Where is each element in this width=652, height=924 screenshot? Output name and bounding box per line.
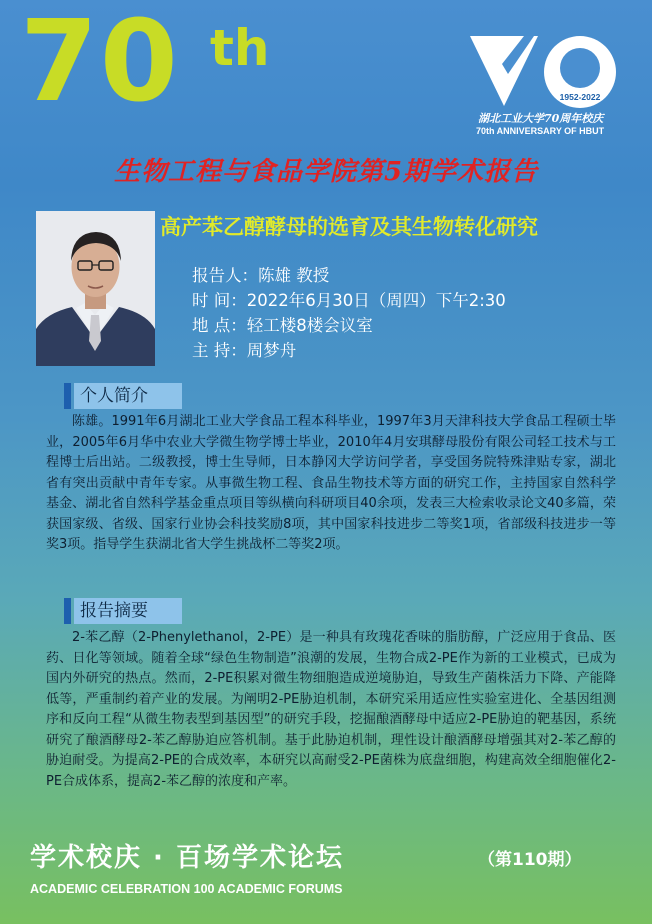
speaker-line: 报告人：陈雄 教授: [192, 266, 330, 285]
talk-title: 高产苯乙醇酵母的选育及其生物转化研究: [160, 214, 538, 239]
footer-issue: （第110期）: [478, 850, 582, 870]
logo-caption-cn: 湖北工业大学70周年校庆: [478, 112, 604, 125]
bio-heading: [64, 383, 182, 409]
time-line: 时 间：2022年6月30日（周四）下午2:30: [192, 291, 506, 310]
speaker-photo: [36, 211, 155, 366]
anniversary-number: 70: [20, 0, 180, 127]
footer-english: ACADEMIC CELEBRATION 100 ACADEMIC FORUMS: [30, 882, 343, 896]
footer-slogan: 学术校庆 · 百场学术论坛: [30, 843, 344, 873]
abstract-heading: [64, 598, 182, 624]
bio-heading-label: 个人简介: [74, 383, 182, 409]
abstract-heading-bar: [64, 598, 71, 624]
host-line: 主 持：周梦舟: [192, 341, 297, 360]
series-title: 生物工程与食品学院第5期学术报告: [113, 157, 539, 187]
bio-heading-bar: [64, 383, 71, 409]
logo-circle-hole: [560, 48, 600, 88]
place-line: 地 点：轻工楼8楼会议室: [192, 316, 373, 335]
abstract-heading-label: 报告摘要: [74, 598, 182, 624]
logo-years: 1952-2022: [559, 92, 601, 102]
hbut-70-logo: [468, 34, 630, 110]
bio-text: 陈雄。1991年6月湖北工业大学食品工程本科毕业，1997年3月天津科技大学食品工程硕士毕业，2005年6月华中农业大学微生物学博士毕业，2010年4月安琪酵母股份有限公司轻工技术与工程博士后出站。二级教授，博士生导师，日本静冈大学访问学者，享受国务院特殊津贴专家，湖北省有突出贡献中青年专家。从事微生物工程、食品生物技术等方面的研究工作，主持国家自然科学基金、湖北省自然科学基金重点项目等纵横向科研项目40余项，发表三大检索收录论文40多篇，荣获国家级、省级、国家行业协会科技奖励8项，其中国家科技进步二等奖1项，省部级科技进步一等奖3项。指导学生获湖北省大学生挑战杯二等奖2项。: [46, 414, 616, 552]
abstract-text: 2-苯乙醇（2-Phenylethanol，2-PE）是一种具有玫瑰花香味的脂肪醇，广泛应用于食品、医药、日化等领域。随着全球“绿色生物制造”浪潮的发展，生物合成2-PE作为新的工业模式，已成为国内外研究的热点。然而，2-PE积累对微生物细胞造成逆境胁迫，导致生产菌株活力下降、产能降低等，严重制约着产业的发展。为阐明2-PE胁迫机制，本研究采用适应性实验室进化、全基因组测序和反向工程“从微生物表型到基因型”的研究手段，挖掘酿酒酵母中适应2-PE胁迫的靶基因，系统研究了酿酒酵母2-苯乙醇胁迫应答机制。基于此胁迫机制，理性设计酿酒酵母增强其对2-苯乙醇的胁迫耐受。为提高2-PE的合成效率，本研究以高耐受2-PE菌株为底盘细胞，构建高效全细胞催化2-PE合成体系，提高2-苯乙醇的浓度和产率。: [46, 630, 616, 789]
logo-caption-en: 70th ANNIVERSARY OF HBUT: [476, 126, 605, 136]
logo-triangle: [470, 36, 538, 106]
anniversary-suffix: th: [210, 19, 270, 77]
